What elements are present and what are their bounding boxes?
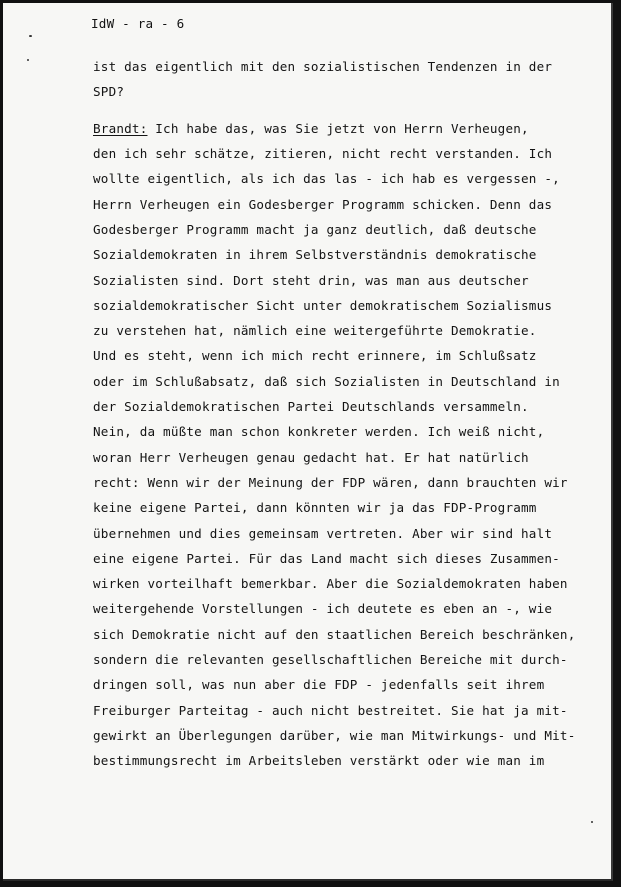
text-line: oder im Schlußabsatz, daß sich Sozialisten in Deutschland in	[93, 373, 560, 389]
text-line: Sozialdemokraten in ihrem Selbstverständnis demokratische	[93, 247, 537, 263]
text-line: bestimmungsrecht im Arbeitsleben verstärkt oder wie man im	[93, 753, 545, 769]
text-line: woran Herr Verheugen genau gedacht hat. Er hat natürlich	[93, 449, 529, 465]
text-line: wirken vorteilhaft bemerkbar. Aber die Sozialdemokraten haben	[93, 576, 568, 592]
text-line: SPD?	[93, 84, 125, 99]
text-line: übernehmen und dies gemeinsam vertreten. Aber wir sind halt	[93, 525, 553, 541]
scan-speck	[591, 821, 593, 823]
text-line: ist das eigentlich mit den sozialistischen Tendenzen in der	[93, 59, 553, 74]
text-line: Sozialisten sind. Dort steht drin, was man aus deutscher	[93, 272, 529, 288]
speaker-line	[93, 121, 529, 136]
speaker-name: Brandt:	[93, 121, 148, 136]
text-line: Nein, da müßte man schon konkreter werden. Ich weiß nicht,	[93, 424, 545, 440]
text-line: zu verstehen hat, nämlich eine weitergeführte Demokratie.	[93, 323, 537, 339]
text-line: keine eigene Partei, dann könnten wir ja das FDP-Programm	[93, 500, 537, 516]
text-line: den ich sehr schätze, zitieren, nicht recht verstanden. Ich	[93, 146, 553, 161]
text-line: sich Demokratie nicht auf den staatlichen Bereich beschränken,	[93, 626, 576, 642]
scan-speck	[27, 59, 29, 61]
text-line-rest: Ich habe das, was Sie jetzt von Herrn Verheugen,	[147, 121, 529, 136]
text-line: eine eigene Partei. Für das Land macht sich dieses Zusammen-	[93, 550, 560, 566]
text-line: sozialdemokratischer Sicht unter demokratischem Sozialismus	[93, 297, 553, 313]
text-line: Freiburger Parteitag - auch nicht bestreitet. Sie hat ja mit-	[93, 702, 568, 718]
text-line: recht: Wenn wir der Meinung der FDP wären, dann brauchten wir	[93, 474, 568, 490]
text-line: weitergehende Vorstellungen - ich deutete es eben an -, wie	[93, 601, 553, 617]
scan-speck	[29, 35, 32, 37]
text-line: wollte eigentlich, als ich das las - ich hab es vergessen -,	[93, 171, 560, 187]
text-line: der Sozialdemokratischen Partei Deutschlands versammeln.	[93, 399, 529, 414]
text-line: Godesberger Programm macht ja ganz deutlich, daß deutsche	[93, 221, 537, 237]
page-header: IdW - ra - 6	[91, 16, 185, 31]
document-page	[3, 3, 613, 881]
text-line: dringen soll, was nun aber die FDP - jedenfalls seit ihrem	[93, 677, 545, 693]
text-line: Und es steht, wenn ich mich recht erinnere, im Schlußsatz	[93, 348, 537, 364]
text-line: sondern die relevanten gesellschaftlichen Bereiche mit durch-	[93, 652, 568, 667]
text-line: gewirkt an Überlegungen darüber, wie man Mitwirkungs- und Mit-	[93, 727, 576, 743]
text-line: Herrn Verheugen ein Godesberger Programm schicken. Denn das	[93, 196, 553, 212]
